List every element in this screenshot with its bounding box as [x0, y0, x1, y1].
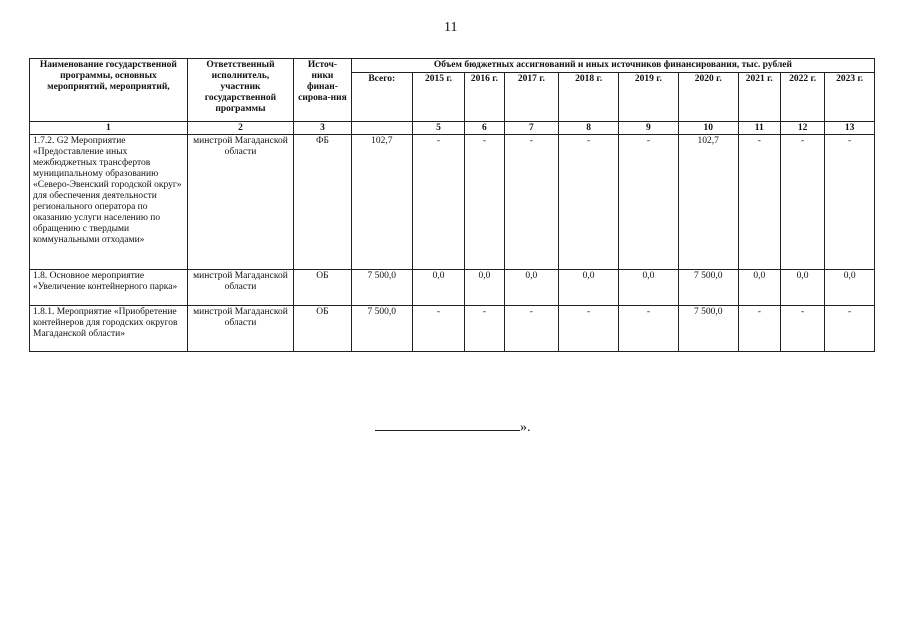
row-source: ОБ [294, 270, 352, 306]
row-value-total: 7 500,0 [351, 270, 412, 306]
table-row [30, 135, 875, 270]
header-year: 2018 г. [559, 73, 619, 122]
row-value: 7 500,0 [678, 270, 738, 306]
row-value: - [412, 306, 465, 352]
table-row [30, 306, 875, 352]
row-executor: минстрой Магаданской области [187, 135, 293, 270]
column-number [351, 122, 412, 135]
row-value: 0,0 [504, 270, 559, 306]
row-name: 1.7.2. G2 Мероприятие «Предоставление иных межбюджетных трансфертов муниципальному образованию «Северо-Эвенский городской округ» для обеспечения деятельности регионального оператора по оказанию услуги населению по обращению с твердыми коммунальными отходами» [30, 135, 188, 270]
row-value: - [559, 135, 619, 270]
closing-quote-mark: ». [520, 420, 531, 435]
row-executor: минстрой Магаданской области [187, 306, 293, 352]
row-value: 7 500,0 [678, 306, 738, 352]
row-value-total: 7 500,0 [351, 306, 412, 352]
column-number: 1 [30, 122, 188, 135]
row-value: - [738, 306, 780, 352]
row-value: 0,0 [780, 270, 824, 306]
row-executor: минстрой Магаданской области [187, 270, 293, 306]
row-source: ФБ [294, 135, 352, 270]
header-year: 2017 г. [504, 73, 559, 122]
header-year: 2023 г. [825, 73, 875, 122]
row-value: - [619, 306, 679, 352]
header-name: Наименование государственной программы, основных мероприятий, мероприятий, [30, 59, 188, 122]
signature-underline [375, 420, 520, 431]
row-value: - [619, 135, 679, 270]
page-number: 11 [444, 20, 458, 35]
column-number: 3 [294, 122, 352, 135]
column-number: 10 [678, 122, 738, 135]
header-year: 2015 г. [412, 73, 465, 122]
closing-line [375, 420, 531, 436]
table-row [30, 270, 875, 306]
row-name: 1.8.1. Мероприятие «Приобретение контейнеров для городских округов Магаданской области» [30, 306, 188, 352]
header-year: Всего: [351, 73, 412, 122]
row-value: 0,0 [738, 270, 780, 306]
row-value: - [780, 135, 824, 270]
row-value: - [780, 306, 824, 352]
header-executor: Ответственный исполнитель, участник государственной программы [187, 59, 293, 122]
row-value: 0,0 [559, 270, 619, 306]
column-number: 7 [504, 122, 559, 135]
header-year: 2020 г. [678, 73, 738, 122]
column-number: 9 [619, 122, 679, 135]
column-number: 2 [187, 122, 293, 135]
row-value: 0,0 [412, 270, 465, 306]
column-number: 5 [412, 122, 465, 135]
header-source: Источ-ники финан-сирова-ния [294, 59, 352, 122]
column-number: 13 [825, 122, 875, 135]
row-name: 1.8. Основное мероприятие «Увеличение контейнерного парка» [30, 270, 188, 306]
row-value: 0,0 [619, 270, 679, 306]
header-year: 2016 г. [465, 73, 504, 122]
row-source: ОБ [294, 306, 352, 352]
column-number: 12 [780, 122, 824, 135]
row-value: - [825, 135, 875, 270]
row-value: 102,7 [678, 135, 738, 270]
row-value: - [504, 135, 559, 270]
column-number: 11 [738, 122, 780, 135]
row-value: - [825, 306, 875, 352]
row-value-total: 102,7 [351, 135, 412, 270]
header-year: 2021 г. [738, 73, 780, 122]
row-value: - [559, 306, 619, 352]
row-value: 0,0 [465, 270, 504, 306]
budget-table [29, 58, 875, 352]
column-numbering-row [30, 122, 875, 135]
row-value: - [465, 306, 504, 352]
header-funding-group: Объем бюджетных ассигнований и иных источников финансирования, тыс. рублей [351, 59, 874, 73]
column-number: 8 [559, 122, 619, 135]
row-value: 0,0 [825, 270, 875, 306]
row-value: - [465, 135, 504, 270]
row-value: - [504, 306, 559, 352]
header-row [30, 59, 875, 73]
row-value: - [738, 135, 780, 270]
column-number: 6 [465, 122, 504, 135]
header-year: 2019 г. [619, 73, 679, 122]
row-value: - [412, 135, 465, 270]
header-year: 2022 г. [780, 73, 824, 122]
